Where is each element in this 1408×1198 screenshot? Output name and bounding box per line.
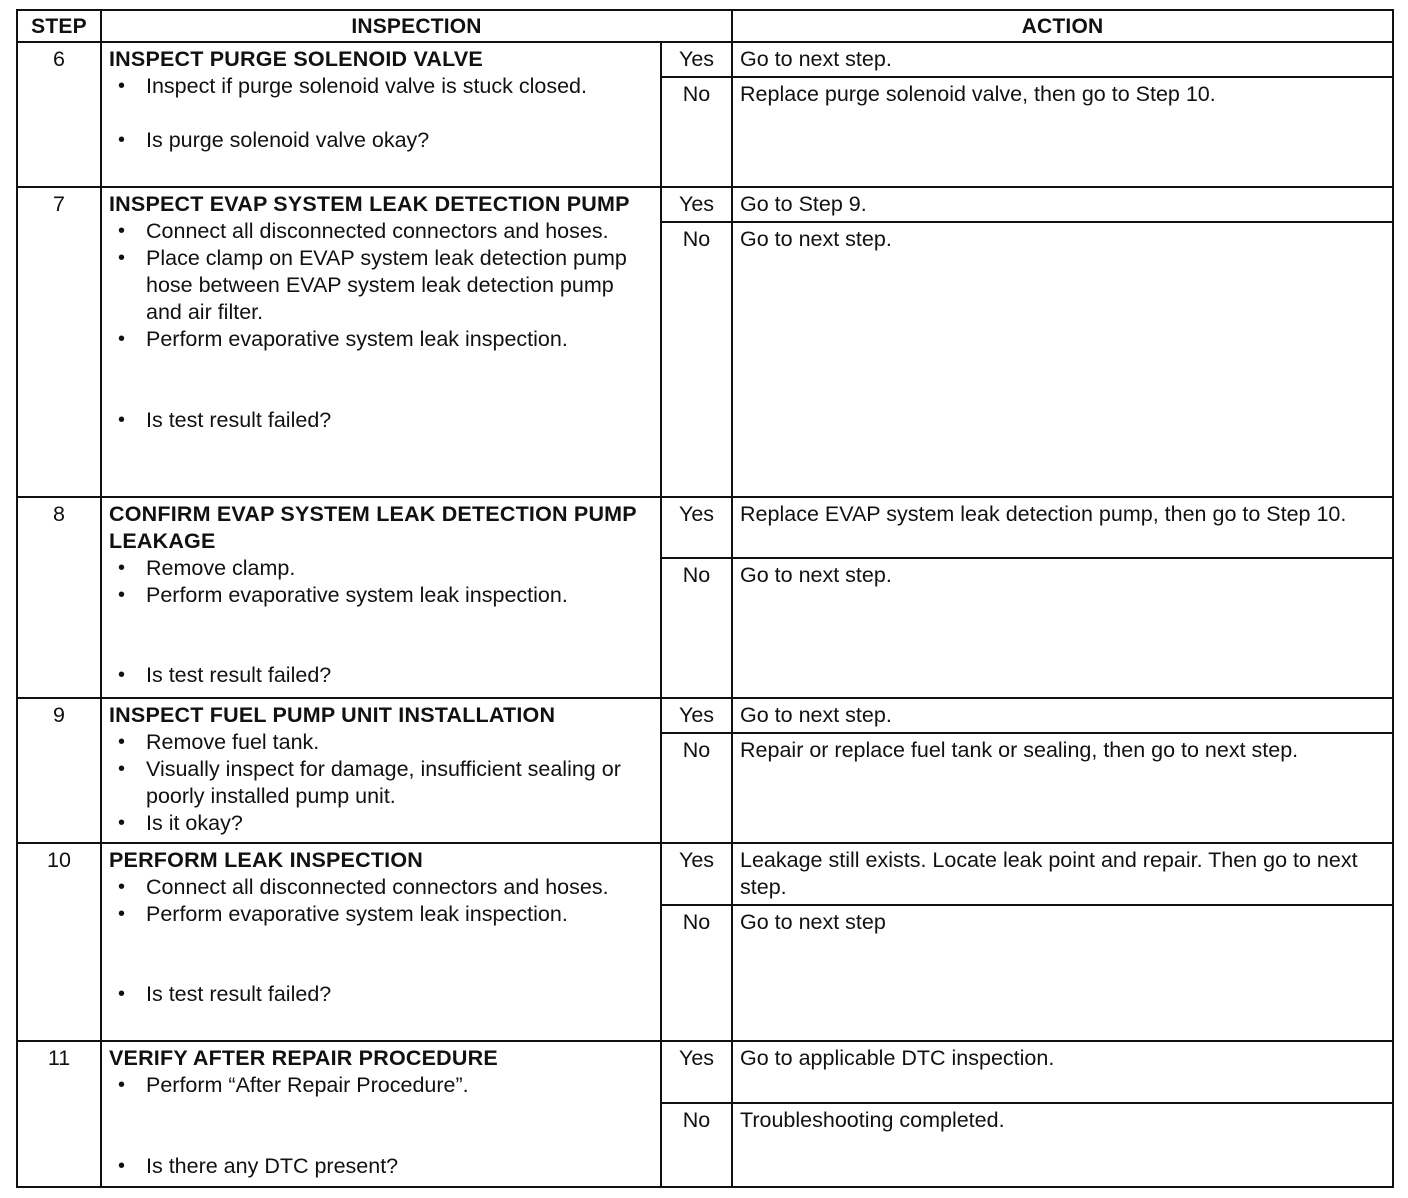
step-number: 6 [17,42,101,187]
step-number: 7 [17,187,101,497]
no-label: No [661,905,732,1041]
inspection-title: CONFIRM EVAP SYSTEM LEAK DETECTION PUMP LEAKAGE [109,502,637,553]
inspection-item: • Connect all disconnected connectors and hoses. [109,874,652,901]
inspection-cell [101,698,661,843]
no-label: No [661,558,732,698]
yes-action: Replace EVAP system leak detection pump, then go to Step 10. [732,497,1393,558]
yes-action: Go to Step 9. [732,187,1393,222]
no-label: No [661,733,732,843]
inspection-items [109,555,652,689]
inspection-item: • Place clamp on EVAP system leak detection pump hose between EVAP system leak detection pump and air filter. [109,245,652,326]
inspection-item: • Remove fuel tank. [109,729,652,756]
inspection-item: • Perform evaporative system leak inspection. [109,326,652,353]
header-action: ACTION [732,10,1393,42]
diagnostic-table [16,9,1394,1188]
inspection-items [109,73,652,154]
inspection-item: • Visually inspect for damage, insufficient sealing or poorly installed pump unit. [109,756,652,810]
step-number: 10 [17,843,101,1041]
yes-action: Leakage still exists. Locate leak point and repair. Then go to next step. [732,843,1393,905]
no-action: Troubleshooting completed. [732,1103,1393,1187]
no-label: No [661,222,732,497]
inspection-items [109,218,652,434]
step-row-yes [17,1041,1393,1103]
inspection-item: • Connect all disconnected connectors and hoses. [109,218,652,245]
yes-action: Go to applicable DTC inspection. [732,1041,1393,1103]
inspection-question: • Is test result failed? [109,981,652,1008]
inspection-title: VERIFY AFTER REPAIR PROCEDURE [109,1046,498,1070]
yes-label: Yes [661,1041,732,1103]
step-row-yes [17,698,1393,733]
inspection-title: PERFORM LEAK INSPECTION [109,848,423,872]
step-row-yes [17,497,1393,558]
inspection-item: • Inspect if purge solenoid valve is stuck closed. [109,73,652,100]
yes-label: Yes [661,497,732,558]
no-label: No [661,77,732,187]
inspection-item: • Is it okay? [109,810,652,837]
inspection-cell [101,843,661,1041]
no-label: No [661,1103,732,1187]
yes-label: Yes [661,843,732,905]
inspection-items [109,1072,652,1180]
header-inspection: INSPECTION [101,10,732,42]
inspection-title: INSPECT PURGE SOLENOID VALVE [109,47,483,71]
yes-label: Yes [661,187,732,222]
inspection-items [109,729,652,837]
inspection-question: • Is test result failed? [109,407,652,434]
inspection-question: • Is test result failed? [109,662,652,689]
yes-action: Go to next step. [732,42,1393,77]
yes-label: Yes [661,698,732,733]
no-action: Go to next step. [732,222,1393,497]
no-action: Repair or replace fuel tank or sealing, then go to next step. [732,733,1393,843]
header-step: STEP [17,10,101,42]
yes-label: Yes [661,42,732,77]
step-number: 9 [17,698,101,843]
no-action: Go to next step. [732,558,1393,698]
inspection-item: • Perform evaporative system leak inspection. [109,582,652,609]
inspection-items [109,874,652,1008]
no-action: Replace purge solenoid valve, then go to Step 10. [732,77,1393,187]
step-row-yes [17,843,1393,905]
inspection-item: • Perform evaporative system leak inspection. [109,901,652,928]
inspection-cell [101,42,661,187]
inspection-question: • Is purge solenoid valve okay? [109,127,652,154]
inspection-title: INSPECT EVAP SYSTEM LEAK DETECTION PUMP [109,192,630,216]
header-row [17,10,1393,42]
inspection-title: INSPECT FUEL PUMP UNIT INSTALLATION [109,703,556,727]
step-row-yes [17,187,1393,222]
inspection-item: • Perform “After Repair Procedure”. [109,1072,652,1099]
yes-action: Go to next step. [732,698,1393,733]
step-row-yes [17,42,1393,77]
inspection-cell [101,497,661,698]
no-action: Go to next step [732,905,1393,1041]
step-number: 11 [17,1041,101,1187]
step-number: 8 [17,497,101,698]
inspection-cell [101,187,661,497]
inspection-question: • Is there any DTC present? [109,1153,652,1180]
inspection-cell [101,1041,661,1187]
inspection-item: • Remove clamp. [109,555,652,582]
